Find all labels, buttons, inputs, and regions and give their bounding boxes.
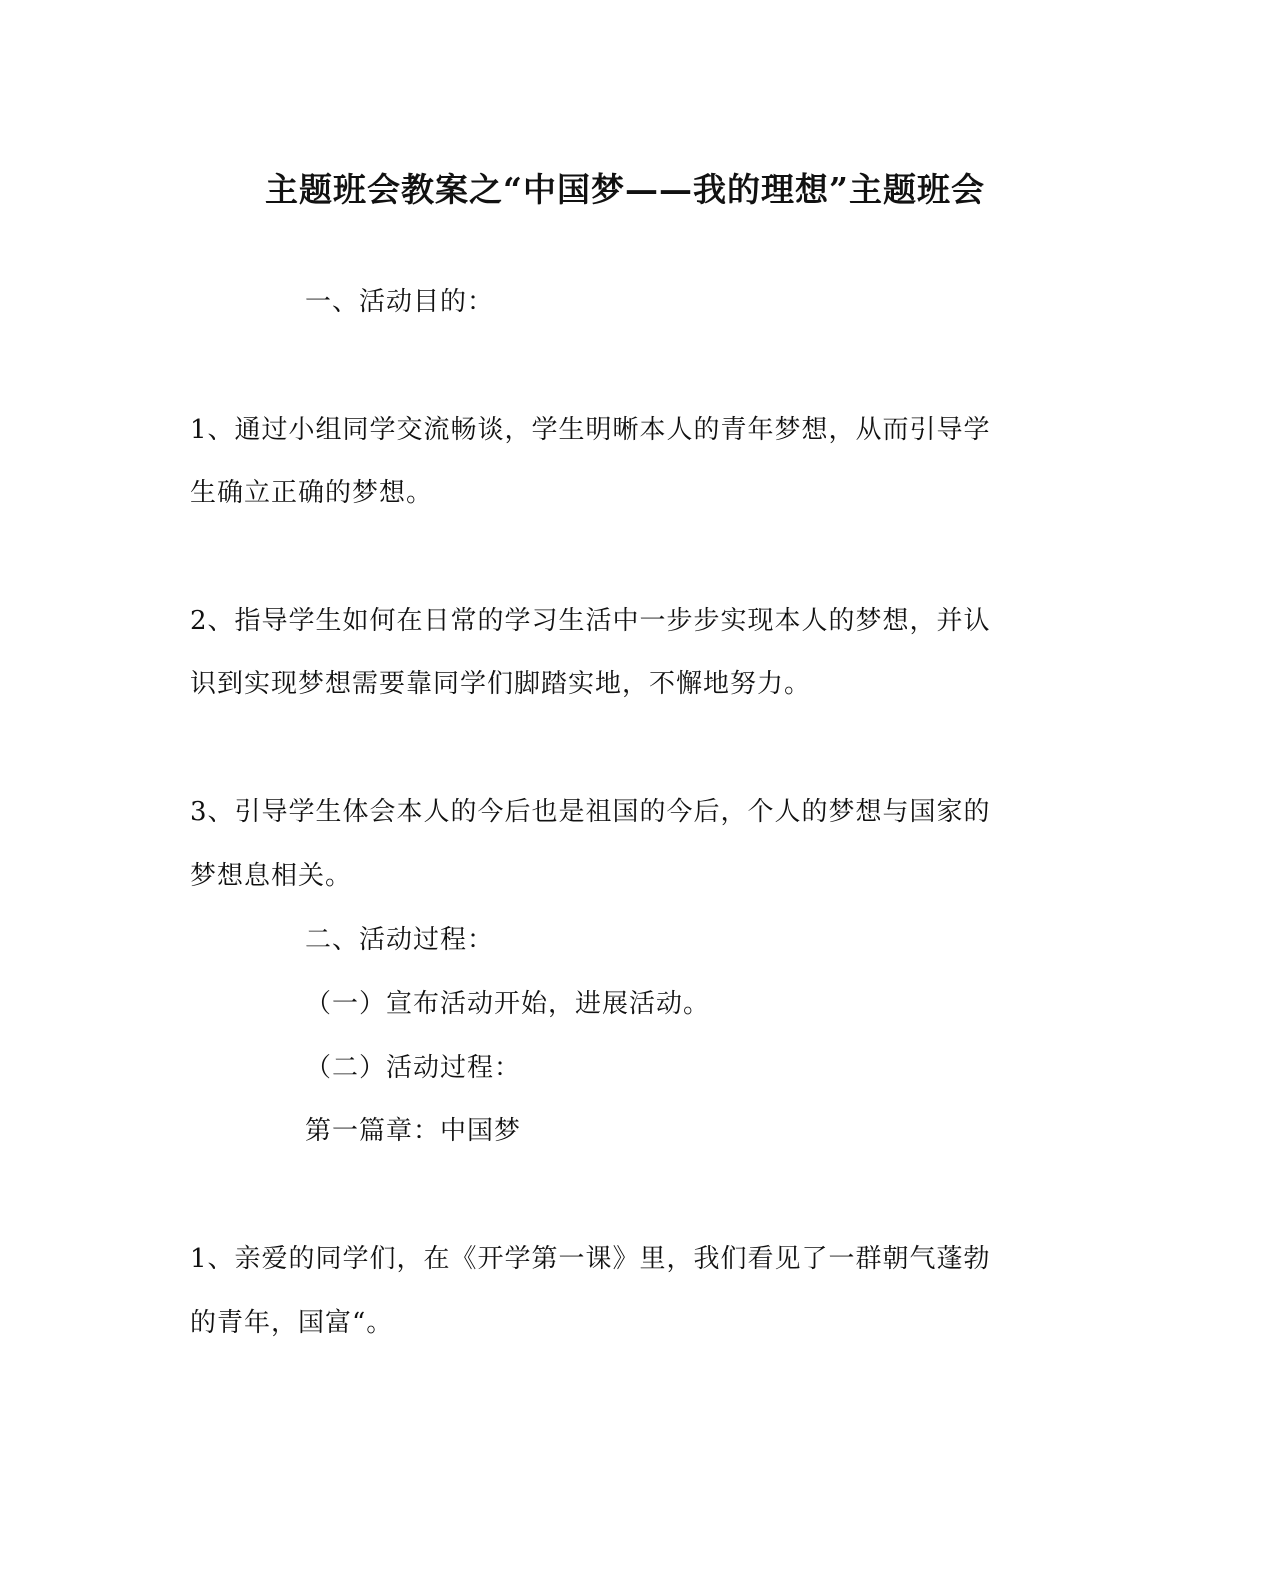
paragraph-2-line-2: 识到实现梦想需要靠同学们脚踏实地，不懈地努力。 xyxy=(190,669,812,699)
subsection-2: （二）活动过程： xyxy=(305,1053,522,1083)
document-title: 主题班会教案之“中国梦——我的理想”主题班会 xyxy=(265,170,985,209)
section-heading-purpose: 一、活动目的： xyxy=(305,287,495,317)
section-heading-process: 二、活动过程： xyxy=(305,925,495,955)
paragraph-1-line-2: 生确立正确的梦想。 xyxy=(190,478,434,508)
chapter-heading: 第一篇章：中国梦 xyxy=(305,1116,522,1146)
paragraph-3-line-2: 梦想息相关。 xyxy=(190,861,353,891)
paragraph-3-line-1: 3、引导学生体会本人的今后也是祖国的今后，个人的梦想与国家的 xyxy=(190,797,991,827)
paragraph-4-line-1: 1、亲爱的同学们，在《开学第一课》里，我们看见了一群朝气蓬勃 xyxy=(190,1244,991,1274)
paragraph-2-line-1: 2、指导学生如何在日常的学习生活中一步步实现本人的梦想，并认 xyxy=(190,606,991,636)
paragraph-4-line-2: 的青年，国富“。 xyxy=(190,1308,394,1338)
paragraph-1-line-1: 1、通过小组同学交流畅谈，学生明晰本人的青年梦想，从而引导学 xyxy=(190,415,991,445)
subsection-1: （一）宣布活动开始，进展活动。 xyxy=(305,989,711,1019)
